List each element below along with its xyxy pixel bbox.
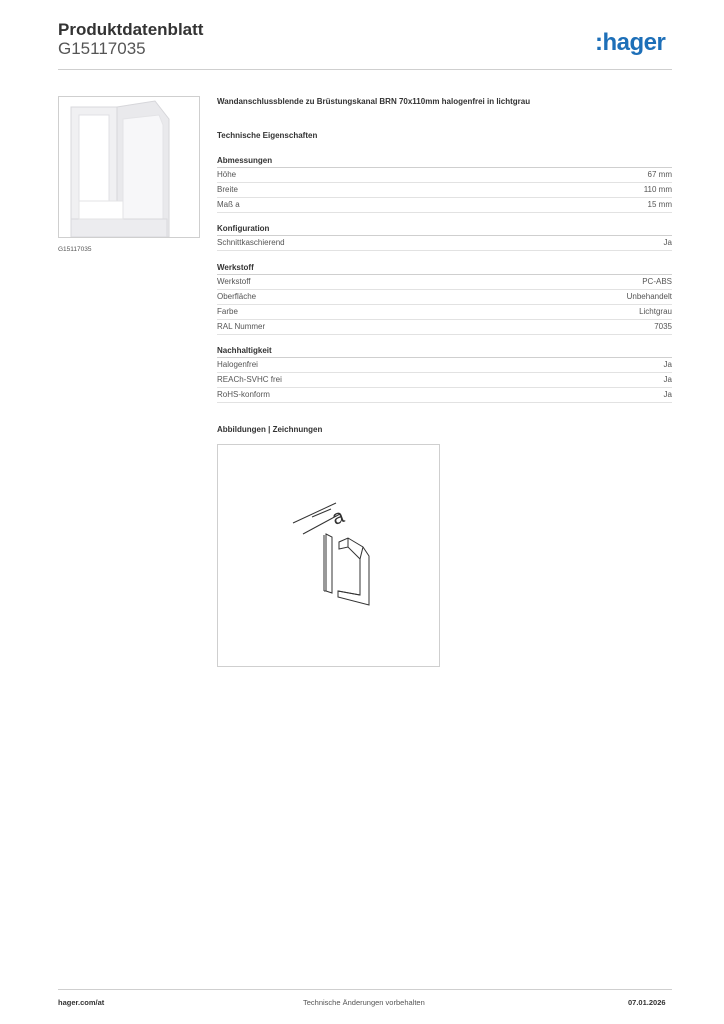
- image-caption: G15117035: [58, 246, 92, 253]
- property-value: Ja: [663, 390, 672, 399]
- property-value: 110 mm: [643, 185, 672, 194]
- property-row: [217, 388, 672, 403]
- group-title: Abmessungen: [217, 154, 672, 168]
- product-image: [58, 96, 200, 238]
- property-label: RoHS-konform: [217, 390, 270, 399]
- property-row: [217, 290, 672, 305]
- property-value: Ja: [663, 360, 672, 369]
- property-label: Oberfläche: [217, 292, 257, 301]
- property-row: [217, 168, 672, 183]
- property-value: Lichtgrau: [639, 307, 672, 316]
- property-value: PC-ABS: [642, 277, 672, 286]
- dimension-label: a: [329, 505, 348, 530]
- property-row: [217, 183, 672, 198]
- technical-drawing: [217, 444, 440, 667]
- footer-link[interactable]: hager.com/at: [58, 998, 105, 1007]
- property-value: Ja: [663, 238, 672, 247]
- property-label: Höhe: [217, 170, 237, 179]
- property-row: [217, 236, 672, 251]
- property-label: Maß a: [217, 200, 240, 209]
- property-value: 67 mm: [647, 170, 672, 179]
- footer-date: 07.01.2026: [628, 998, 666, 1007]
- drawing-icon: [218, 445, 439, 666]
- group-sustainability: [217, 344, 672, 403]
- property-value: Ja: [663, 375, 672, 384]
- property-label: RAL Nummer: [217, 322, 266, 331]
- property-row: [217, 320, 672, 335]
- property-row: [217, 373, 672, 388]
- group-material: [217, 261, 672, 335]
- group-title: Nachhaltigkeit: [217, 344, 672, 358]
- product-code: G15117035: [58, 39, 146, 58]
- group-dimensions: [217, 154, 672, 213]
- section-title-technical: Technische Eigenschaften: [217, 131, 318, 140]
- product-photo-icon: [59, 97, 199, 237]
- property-label: Halogenfrei: [217, 360, 258, 369]
- property-row: [217, 275, 672, 290]
- property-row: [217, 198, 672, 213]
- property-row: [217, 358, 672, 373]
- property-label: Farbe: [217, 307, 238, 316]
- footer-note: Technische Änderungen vorbehalten: [303, 998, 425, 1007]
- group-configuration: [217, 222, 672, 251]
- group-title: Werkstoff: [217, 261, 672, 275]
- group-title: Konfiguration: [217, 222, 672, 236]
- property-value: 7035: [654, 322, 672, 331]
- page-title: Produktdatenblatt: [58, 20, 204, 39]
- property-row: [217, 305, 672, 320]
- footer-divider: [58, 989, 672, 990]
- property-value: 15 mm: [647, 200, 672, 209]
- property-label: REACh-SVHC frei: [217, 375, 282, 384]
- property-label: Werkstoff: [217, 277, 251, 286]
- product-description: Wandanschlussblende zu Brüstungskanal BRN 70x110mm halogenfrei in lichtgrau: [217, 97, 531, 106]
- header-divider: [58, 69, 672, 70]
- section-title-figures: Abbildungen | Zeichnungen: [217, 425, 323, 434]
- property-label: Breite: [217, 185, 238, 194]
- property-value: Unbehandelt: [626, 292, 672, 301]
- hager-logo: :hager: [595, 29, 666, 56]
- property-label: Schnittkaschierend: [217, 238, 285, 247]
